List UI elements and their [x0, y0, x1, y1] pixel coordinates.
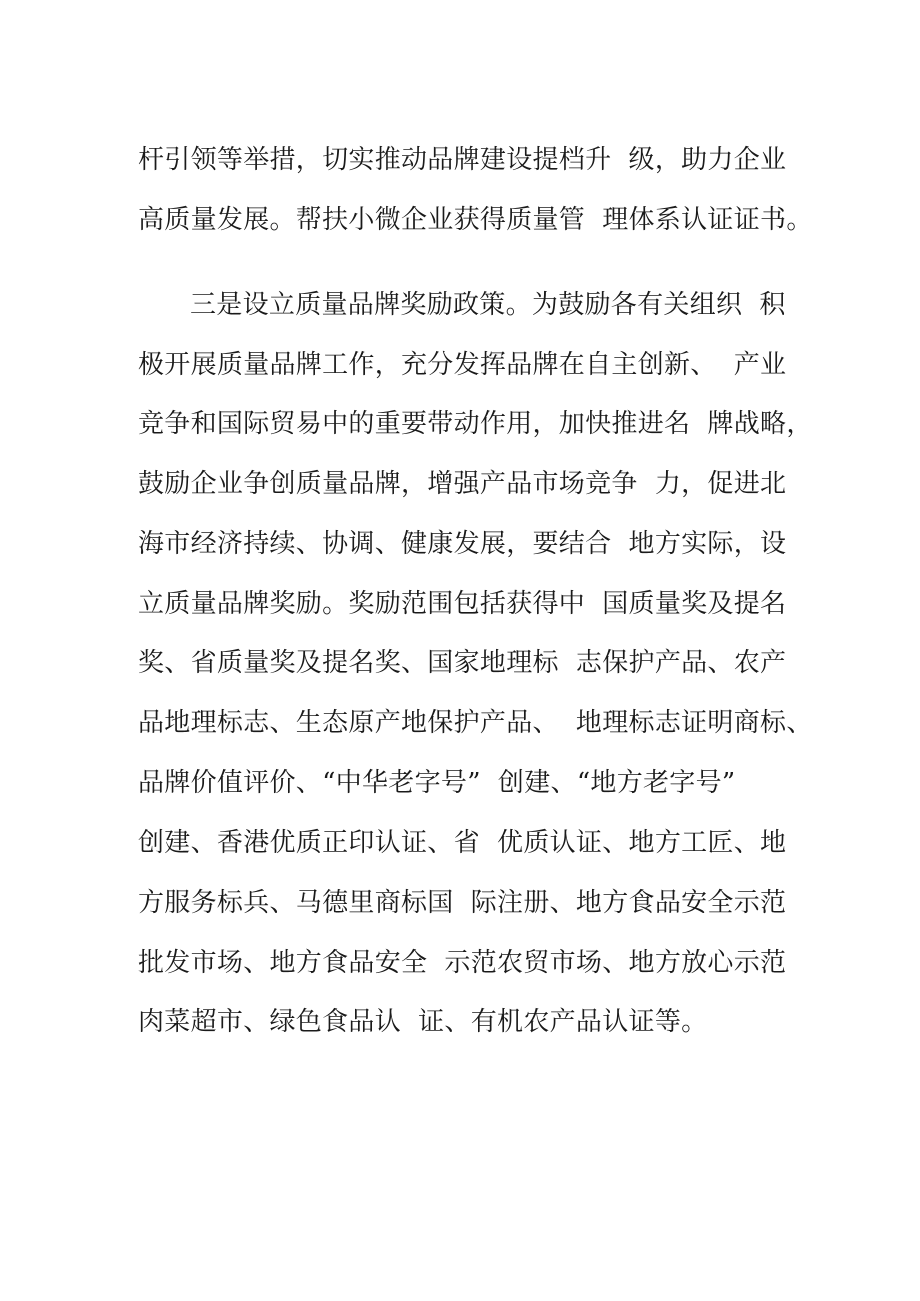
paragraph-2-line-5: 海市经济持续、协调、健康发展，要结合 地方实际，设 [138, 529, 787, 559]
paragraph-2-line-3: 竞争和国际贸易中的重要带动作用，加快推进名 牌战略， [138, 409, 813, 439]
paragraph-1-line-1: 杆引领等举措，切实推动品牌建设提档升 级，助力企业 [138, 145, 787, 175]
paragraph-2-line-2: 极开展质量品牌工作，充分发挥品牌在自主创新、 产业 [138, 350, 787, 380]
paragraph-2-line-10: 创建、香港优质正印认证、省 优质认证、地方工匠、地 [138, 828, 787, 858]
paragraph-2-line-4: 鼓励企业争创质量品牌，增强产品市场竞争 力，促进北 [138, 469, 787, 499]
paragraph-2-line-8: 品地理标志、生态原产地保护产品、 地理标志证明商标、 [138, 708, 813, 738]
paragraph-1-line-2: 高质量发展。帮扶小微企业获得质量管 理体系认证证书。 [138, 205, 813, 235]
paragraph-2-line-11: 方服务标兵、马德里商标国 际注册、地方食品安全示范 [138, 888, 787, 918]
paragraph-2-line-7: 奖、省质量奖及提名奖、国家地理标 志保护产品、农产 [138, 648, 787, 678]
paragraph-2-line-1: 三是设立质量品牌奖励政策。为鼓励各有关组织 积 [190, 290, 786, 320]
paragraph-2-line-6: 立质量品牌奖励。奖励范围包括获得中 国质量奖及提名 [138, 589, 787, 619]
paragraph-2-line-9: 品牌价值评价、“中华老字号” 创建、“地方老字号” [138, 768, 736, 798]
paragraph-2-line-12: 批发市场、地方食品安全 示范农贸市场、地方放心示范 [138, 948, 787, 978]
paragraph-2-line-13: 肉菜超市、绿色食品认 证、有机农产品认证等。 [138, 1007, 708, 1037]
